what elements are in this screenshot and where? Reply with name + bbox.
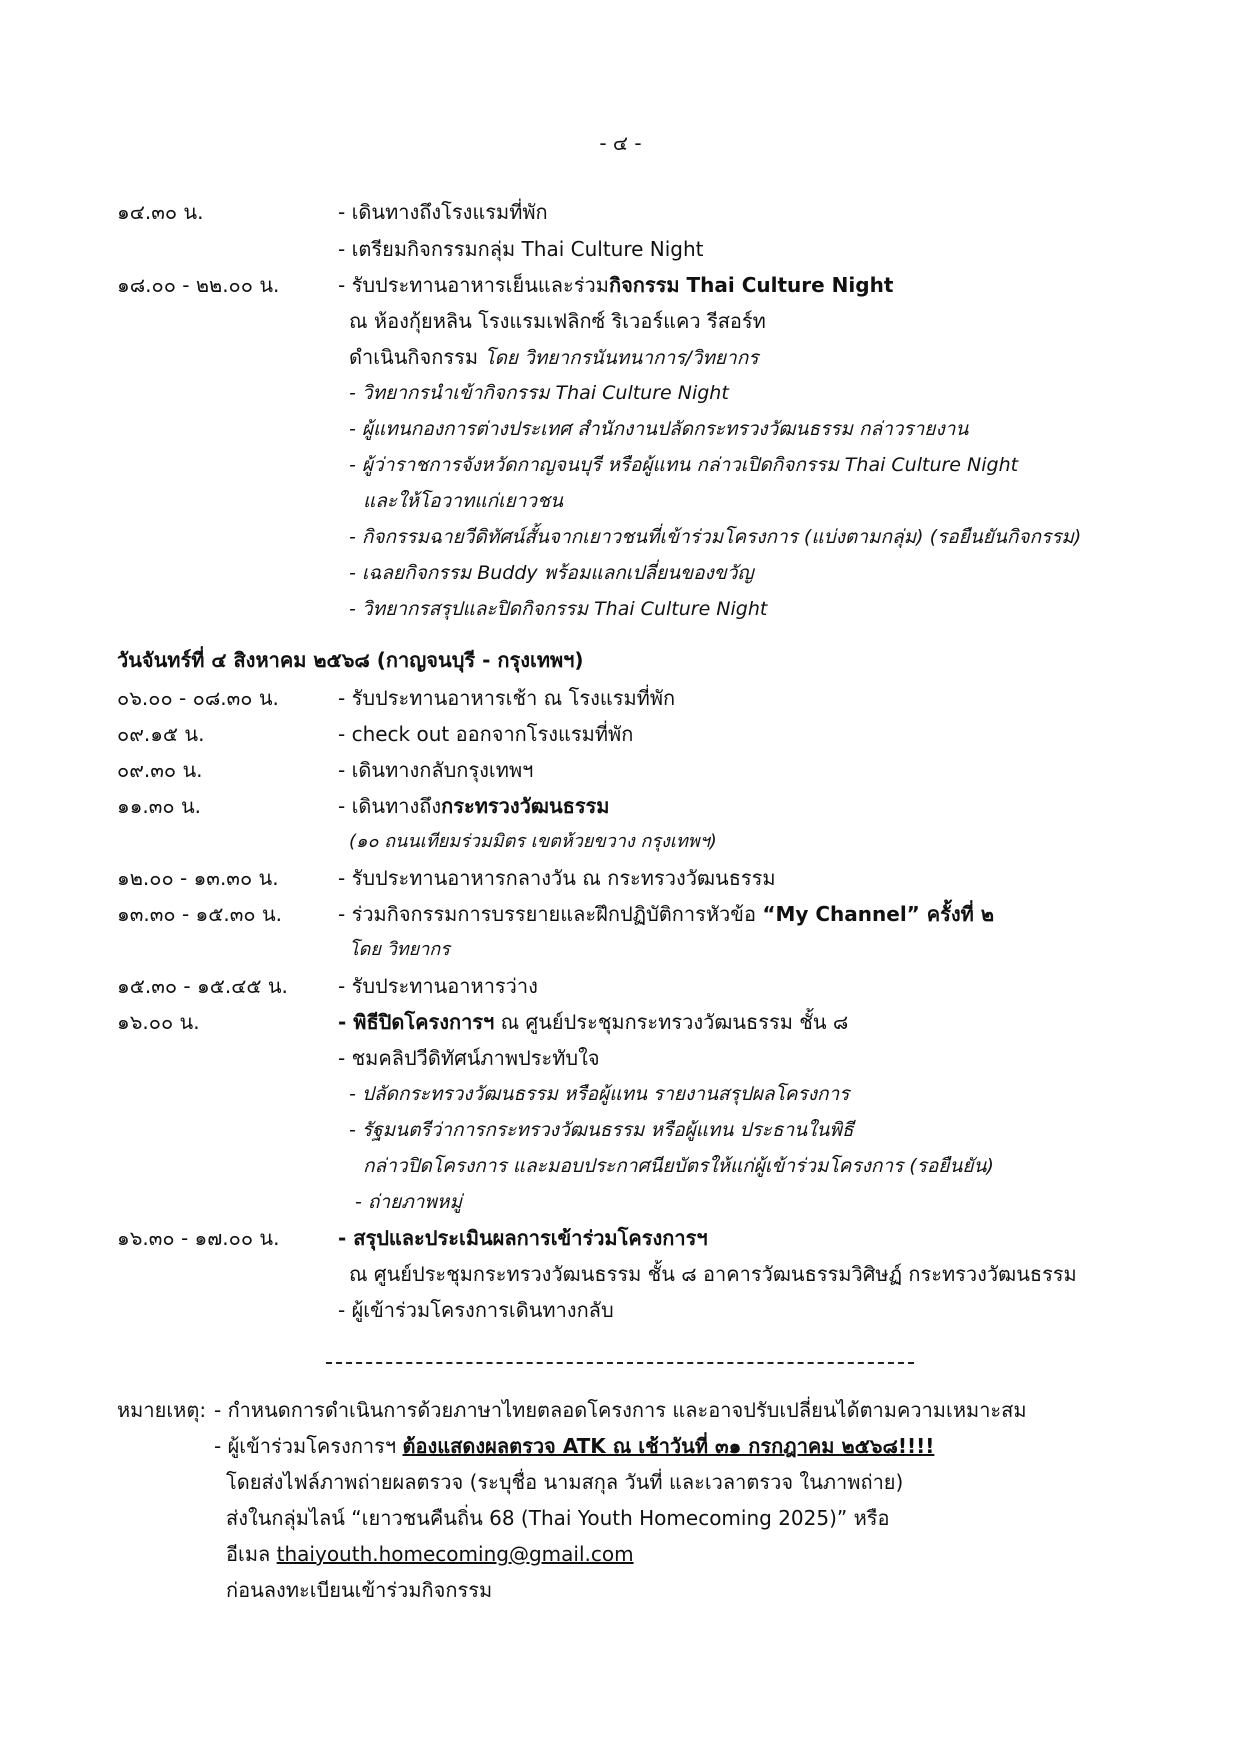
agenda-item: - ผู้ว่าราชการจังหวัดกาญจนบุรี หรือผู้แทน กล่าวเปิดกิจกรรม Thai Culture Night [349, 454, 1019, 476]
schedule-activity: - รับประทานอาหารเย็นและร่วมกิจกรรม Thai Culture Night [338, 273, 894, 297]
schedule-activity: - ชมคลิปวีดิทัศน์ภาพประทับใจ [338, 1046, 600, 1070]
note-line: ส่งในกลุ่มไลน์ “เยาวชนคืนถิ่น 68 (Thai Youth Homecoming 2025)” หรือ [226, 1506, 890, 1530]
schedule-activity: - พิธีปิดโครงการฯ ณ ศูนย์ประชุมกระทรวงวัฒนธรรม ชั้น ๘ [338, 1010, 849, 1034]
dashed-separator [326, 1362, 914, 1364]
agenda-item: - เฉลยกิจกรรม Buddy พร้อมแลกเปลี่ยนของขวัญ [349, 562, 754, 584]
schedule-time: ๑๒.๐๐ - ๑๓.๓๐ น. [117, 866, 279, 890]
schedule-time: ๑๔.๓๐ น. [117, 200, 204, 224]
note-line: - ผู้เข้าร่วมโครงการฯ ต้องแสดงผลตรวจ ATK ณ เช้าวันที่ ๓๑ กรกฎาคม ๒๕๖๘!!!! [214, 1434, 935, 1458]
schedule-activity: - เดินทางกลับกรุงเทพฯ [338, 758, 534, 782]
schedule-time: ๑๕.๓๐ - ๑๕.๔๕ น. [117, 974, 288, 998]
schedule-time: ๑๓.๓๐ - ๑๕.๓๐ น. [117, 902, 282, 926]
schedule-time: ๐๖.๐๐ - ๐๘.๓๐ น. [117, 686, 279, 710]
schedule-time: ๑๘.๐๐ - ๒๒.๐๐ น. [117, 273, 280, 297]
schedule-time: ๑๖.๐๐ น. [117, 1010, 200, 1034]
schedule-activity: - เดินทางถึงกระทรวงวัฒนธรรม [338, 794, 610, 818]
agenda-item-cont: และให้โอวาทแก่เยาวชน [363, 490, 563, 512]
conduct-by: โดย วิทยากรนันทนาการ/วิทยากร [484, 347, 759, 369]
schedule-activity: - รับประทานอาหารว่าง [338, 974, 538, 998]
note-line: ก่อนลงทะเบียนเข้าร่วมกิจกรรม [226, 1578, 493, 1602]
ministry-name-bold: กระทรวงวัฒนธรรม [441, 794, 610, 818]
agenda-item: - วิทยากรสรุปและปิดกิจกรรม Thai Culture Night [349, 598, 768, 620]
address-line: (๑๐ ถนนเทียมร่วมมิตร เขตห้วยขวาง กรุงเทพฯ) [349, 831, 717, 852]
schedule-activity: - เตรียมกิจกรรมกลุ่ม Thai Culture Night [338, 237, 704, 261]
atk-requirement: ต้องแสดงผลตรวจ ATK ณ เช้าวันที่ ๓๑ กรกฎาคม ๒๕๖๘!!!! [402, 1434, 935, 1458]
schedule-time: ๑๑.๓๐ น. [117, 794, 202, 818]
schedule-activity: - ผู้เข้าร่วมโครงการเดินทางกลับ [338, 1298, 614, 1322]
venue-line: ณ ศูนย์ประชุมกระทรวงวัฒนธรรม ชั้น ๘ อาคารวัฒนธรรมวิศิษฏ์ กระทรวงวัฒนธรรม [349, 1262, 1077, 1286]
agenda-item: - กิจกรรมฉายวีดิทัศน์สั้นจากเยาวชนที่เข้าร่วมโครงการ (แบ่งตามกลุ่ม) (รอยืนยันกิจกรรม) [349, 526, 1082, 548]
agenda-item: - ผู้แทนกองการต่างประเทศ สำนักงานปลัดกระทรวงวัฒนธรรม กล่าวรายงาน [349, 418, 969, 440]
venue-line: ณ ห้องกุ้ยหลิน โรงแรมเฟลิกซ์ ริเวอร์แคว รีสอร์ท [349, 309, 766, 333]
day-heading: วันจันทร์ที่ ๔ สิงหาคม ๒๕๖๘ (กาญจนบุรี - กรุงเทพฯ) [117, 648, 584, 672]
note-line: อีเมล thaiyouth.homecoming@gmail.com [226, 1542, 634, 1566]
schedule-activity: - เดินทางถึงโรงแรมที่พัก [338, 200, 548, 224]
note-label: หมายเหตุ: [117, 1398, 207, 1422]
schedule-activity: - รับประทานอาหารเช้า ณ โรงแรมที่พัก [338, 686, 676, 710]
schedule-activity: - รับประทานอาหารกลางวัน ณ กระทรวงวัฒนธรรม [338, 866, 776, 890]
topic-title-bold: “My Channel” ครั้งที่ ๒ [762, 902, 995, 926]
schedule-activity-bold: - สรุปและประเมินผลการเข้าร่วมโครงการฯ [338, 1226, 708, 1250]
email-link[interactable]: thaiyouth.homecoming@gmail.com [276, 1542, 634, 1566]
agenda-item: - วิทยากรนำเข้ากิจกรรม Thai Culture Night [349, 382, 729, 404]
agenda-item: - รัฐมนตรีว่าการกระทรวงวัฒนธรรม หรือผู้แทน ประธานในพิธี [349, 1119, 854, 1141]
agenda-item-cont: กล่าวปิดโครงการ และมอบประกาศนียบัตรให้แก่ผู้เข้าร่วมโครงการ (รอยืนยัน) [363, 1155, 994, 1177]
schedule-activity: - ร่วมกิจกรรมการบรรยายและฝึกปฏิบัติการหัวข้อ “My Channel” ครั้งที่ ๒ [338, 902, 995, 926]
activity-title-bold: กิจกรรม Thai Culture Night [608, 273, 894, 297]
page-number: - ๔ - [599, 131, 642, 155]
schedule-activity: - check out ออกจากโรงแรมที่พัก [338, 722, 634, 746]
note-line: - กำหนดการดำเนินการด้วยภาษาไทยตลอดโครงการ และอาจปรับเปลี่ยนได้ตามความเหมาะสม [214, 1398, 1027, 1422]
schedule-time: ๐๙.๓๐ น. [117, 758, 203, 782]
closing-ceremony-bold: - พิธีปิดโครงการฯ [338, 1010, 495, 1034]
agenda-item: - ถ่ายภาพหมู่ [355, 1191, 462, 1213]
conduct-line: ดำเนินกิจกรรม โดย วิทยากรนันทนาการ/วิทยากร [349, 345, 759, 369]
speaker-line: โดย วิทยากร [349, 939, 450, 960]
schedule-time: ๑๖.๓๐ - ๑๗.๐๐ น. [117, 1226, 280, 1250]
note-line: โดยส่งไฟล์ภาพถ่ายผลตรวจ (ระบุชื่อ นามสกุล วันที่ และเวลาตรวจ ในภาพถ่าย) [226, 1470, 904, 1494]
agenda-item: - ปลัดกระทรวงวัฒนธรรม หรือผู้แทน รายงานสรุปผลโครงการ [349, 1083, 850, 1105]
schedule-time: ๐๙.๑๕ น. [117, 722, 205, 746]
